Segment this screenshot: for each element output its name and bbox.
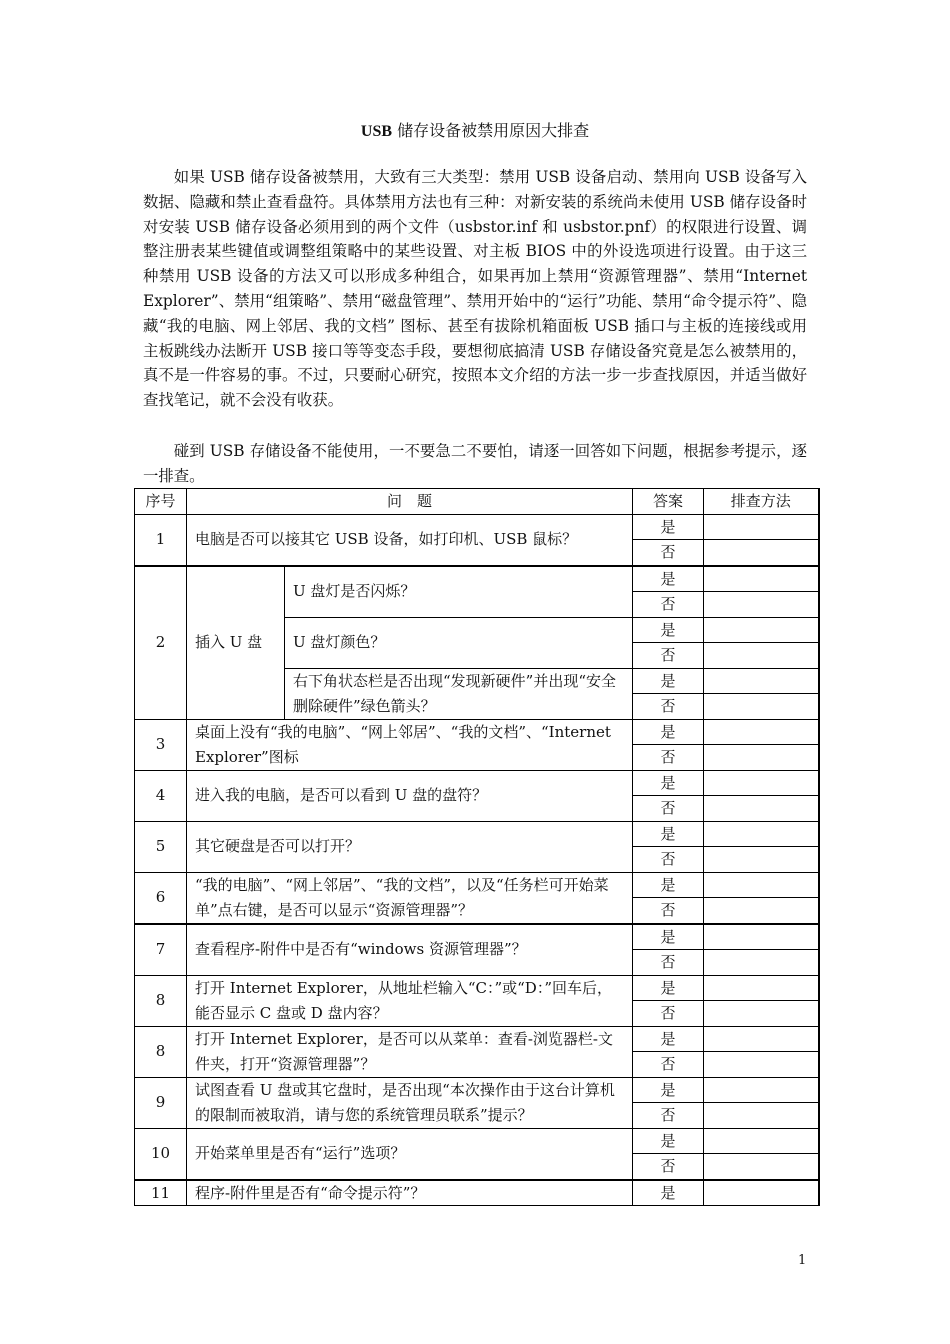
- method-cell[interactable]: [704, 1154, 819, 1180]
- header-question: 问 题: [187, 489, 633, 515]
- answer-yes: 是: [633, 1077, 704, 1103]
- page-number: 1: [798, 1253, 807, 1268]
- method-cell[interactable]: [704, 694, 819, 720]
- answer-no: 否: [633, 898, 704, 924]
- method-cell[interactable]: [704, 872, 819, 898]
- row-number: 7: [135, 924, 187, 976]
- header-method: 排查方法: [704, 489, 819, 515]
- row-number: 5: [135, 821, 187, 872]
- table-row: [135, 1180, 819, 1206]
- question-cell: 桌面上没有“我的电脑”、“网上邻居”、“我的文档”、“Internet Explorer”图标: [187, 719, 633, 770]
- question-cell: 打开 Internet Explorer，是否可以从菜单：查看-浏览器栏-文件夹，打开“资源管理器”？: [187, 1026, 633, 1077]
- table-row: [135, 924, 819, 950]
- answer-yes: 是: [633, 821, 704, 847]
- document-title: [0, 118, 950, 141]
- table-row: [135, 566, 819, 592]
- answer-no: 否: [633, 1154, 704, 1180]
- question-cell: 进入我的电脑，是否可以看到 U 盘的盘符？: [187, 770, 633, 821]
- title-text: 储存设备被禁用原因大排查: [392, 121, 590, 140]
- question-cell: “我的电脑”、“网上邻居”、“我的文档”，以及“任务栏可开始菜单”点右键，是否可以显示“资源管理器”？: [187, 872, 633, 924]
- title-usb: USB: [360, 123, 393, 140]
- table-header-row: [135, 489, 819, 515]
- question-cell: 试图查看 U 盘或其它盘时，是否出现“本次操作由于这台计算机的限制而被取消，请与您的系统管理员联系”提示？: [187, 1077, 633, 1128]
- method-cell[interactable]: [704, 975, 819, 1001]
- question-cell: 查看程序-附件中是否有“windows 资源管理器”？: [187, 924, 633, 976]
- troubleshooting-table: [134, 488, 820, 1206]
- answer-no: 否: [633, 643, 704, 669]
- answer-no: 否: [633, 1103, 704, 1129]
- method-cell[interactable]: [704, 770, 819, 796]
- header-answer: 答案: [633, 489, 704, 515]
- method-cell[interactable]: [704, 924, 819, 950]
- answer-no: 否: [633, 847, 704, 873]
- method-cell[interactable]: [704, 745, 819, 771]
- group-cell: 插入 U 盘: [187, 566, 285, 720]
- row-number: 8: [135, 1026, 187, 1077]
- row-number: 6: [135, 872, 187, 924]
- answer-no: 否: [633, 694, 704, 720]
- row-number: 11: [135, 1180, 187, 1206]
- row-number: 1: [135, 514, 187, 566]
- method-cell[interactable]: [704, 1001, 819, 1027]
- row-number: 3: [135, 719, 187, 770]
- method-cell[interactable]: [704, 950, 819, 976]
- row-number: 4: [135, 770, 187, 821]
- table-row: [135, 872, 819, 898]
- method-cell[interactable]: [704, 821, 819, 847]
- question-cell: 电脑是否可以接其它 USB 设备，如打印机、USB 鼠标？: [187, 514, 633, 566]
- method-cell[interactable]: [704, 668, 819, 694]
- row-number: 10: [135, 1128, 187, 1180]
- answer-yes: 是: [633, 668, 704, 694]
- table-row: [135, 1128, 819, 1154]
- method-cell[interactable]: [704, 1077, 819, 1103]
- answer-no: 否: [633, 1001, 704, 1027]
- method-cell[interactable]: [704, 617, 819, 643]
- header-no: 序号: [135, 489, 187, 515]
- answer-yes: 是: [633, 1180, 704, 1206]
- method-cell[interactable]: [704, 592, 819, 618]
- method-cell[interactable]: [704, 1052, 819, 1078]
- method-cell[interactable]: [704, 796, 819, 822]
- answer-yes: 是: [633, 1026, 704, 1052]
- answer-yes: 是: [633, 924, 704, 950]
- answer-yes: 是: [633, 566, 704, 592]
- table-row: [135, 719, 819, 745]
- table-row: [135, 1026, 819, 1052]
- table-row: [135, 514, 819, 540]
- answer-yes: 是: [633, 872, 704, 898]
- table-row: [135, 975, 819, 1001]
- answer-no: 否: [633, 540, 704, 566]
- method-cell[interactable]: [704, 514, 819, 540]
- question-cell: 程序-附件里是否有“命令提示符”？: [187, 1180, 633, 1206]
- method-cell[interactable]: [704, 1103, 819, 1129]
- answer-yes: 是: [633, 514, 704, 540]
- answer-no: 否: [633, 950, 704, 976]
- answer-no: 否: [633, 745, 704, 771]
- answer-yes: 是: [633, 770, 704, 796]
- sub-question-cell: U 盘灯是否闪烁？: [285, 566, 633, 618]
- answer-yes: 是: [633, 975, 704, 1001]
- answer-no: 否: [633, 1052, 704, 1078]
- answer-no: 否: [633, 592, 704, 618]
- intro-paragraph: 如果 USB 储存设备被禁用，大致有三大类型：禁用 USB 设备启动、禁用向 USB 设备写入数据、隐藏和禁止查看盘符。具体禁用方法也有三种：对新安装的系统尚未使用 USB 储存设备时对安装 USB 储存设备必须用到的两个文件（usbstor.inf 和 usbstor.pnf）的权限进行设置、调整注册表某些键值或调整组策略中的某些设置、对主板 BIOS 中的外设选项进行设置。由于这三种禁用 USB 设备的方法又可以形成多种组合，如果再加上禁用“资源管理器”、禁用“Internet Explorer”、禁用“组策略”、禁用“磁盘管理”、禁用开始中的“运行”功能、禁用“命令提示符”、隐藏“我的电脑、网上邻居、我的文档” 图标、甚至有拔除机箱面板 USB 插口与主板的连接线或用主板跳线办法断开 USB 接口等等变态手段，要想彻底搞清 USB 存储设备究竟是怎么被禁用的，真不是一件容易的事。不过，只要耐心研究，按照本文介绍的方法一步一步查找原因，并适当做好查找笔记，就不会没有收获。: [143, 168, 807, 410]
- answer-no: 否: [633, 796, 704, 822]
- answer-yes: 是: [633, 719, 704, 745]
- answer-yes: 是: [633, 1128, 704, 1154]
- table-row: [135, 1077, 819, 1103]
- sub-question-cell: U 盘灯颜色？: [285, 617, 633, 668]
- table-row: [135, 821, 819, 847]
- method-cell[interactable]: [704, 719, 819, 745]
- method-cell[interactable]: [704, 1128, 819, 1154]
- row-number: 2: [135, 566, 187, 720]
- instruction-paragraph: 碰到 USB 存储设备不能使用，一不要急二不要怕，请逐一回答如下问题，根据参考提示，逐一排查。: [143, 442, 807, 485]
- table-row: [135, 770, 819, 796]
- question-cell: 开始菜单里是否有“运行”选项？: [187, 1128, 633, 1180]
- question-cell: 其它硬盘是否可以打开？: [187, 821, 633, 872]
- method-cell[interactable]: [704, 1026, 819, 1052]
- question-cell: 打开 Internet Explorer，从地址栏输入“C：”或“D：”回车后，能否显示 C 盘或 D 盘内容？: [187, 975, 633, 1026]
- method-cell[interactable]: [704, 566, 819, 592]
- method-cell[interactable]: [704, 540, 819, 566]
- method-cell[interactable]: [704, 1180, 819, 1206]
- row-number: 9: [135, 1077, 187, 1128]
- row-number: 8: [135, 975, 187, 1026]
- method-cell[interactable]: [704, 847, 819, 873]
- answer-yes: 是: [633, 617, 704, 643]
- method-cell[interactable]: [704, 898, 819, 924]
- sub-question-cell: 右下角状态栏是否出现“发现新硬件”并出现“安全删除硬件”绿色箭头？: [285, 668, 633, 719]
- method-cell[interactable]: [704, 643, 819, 669]
